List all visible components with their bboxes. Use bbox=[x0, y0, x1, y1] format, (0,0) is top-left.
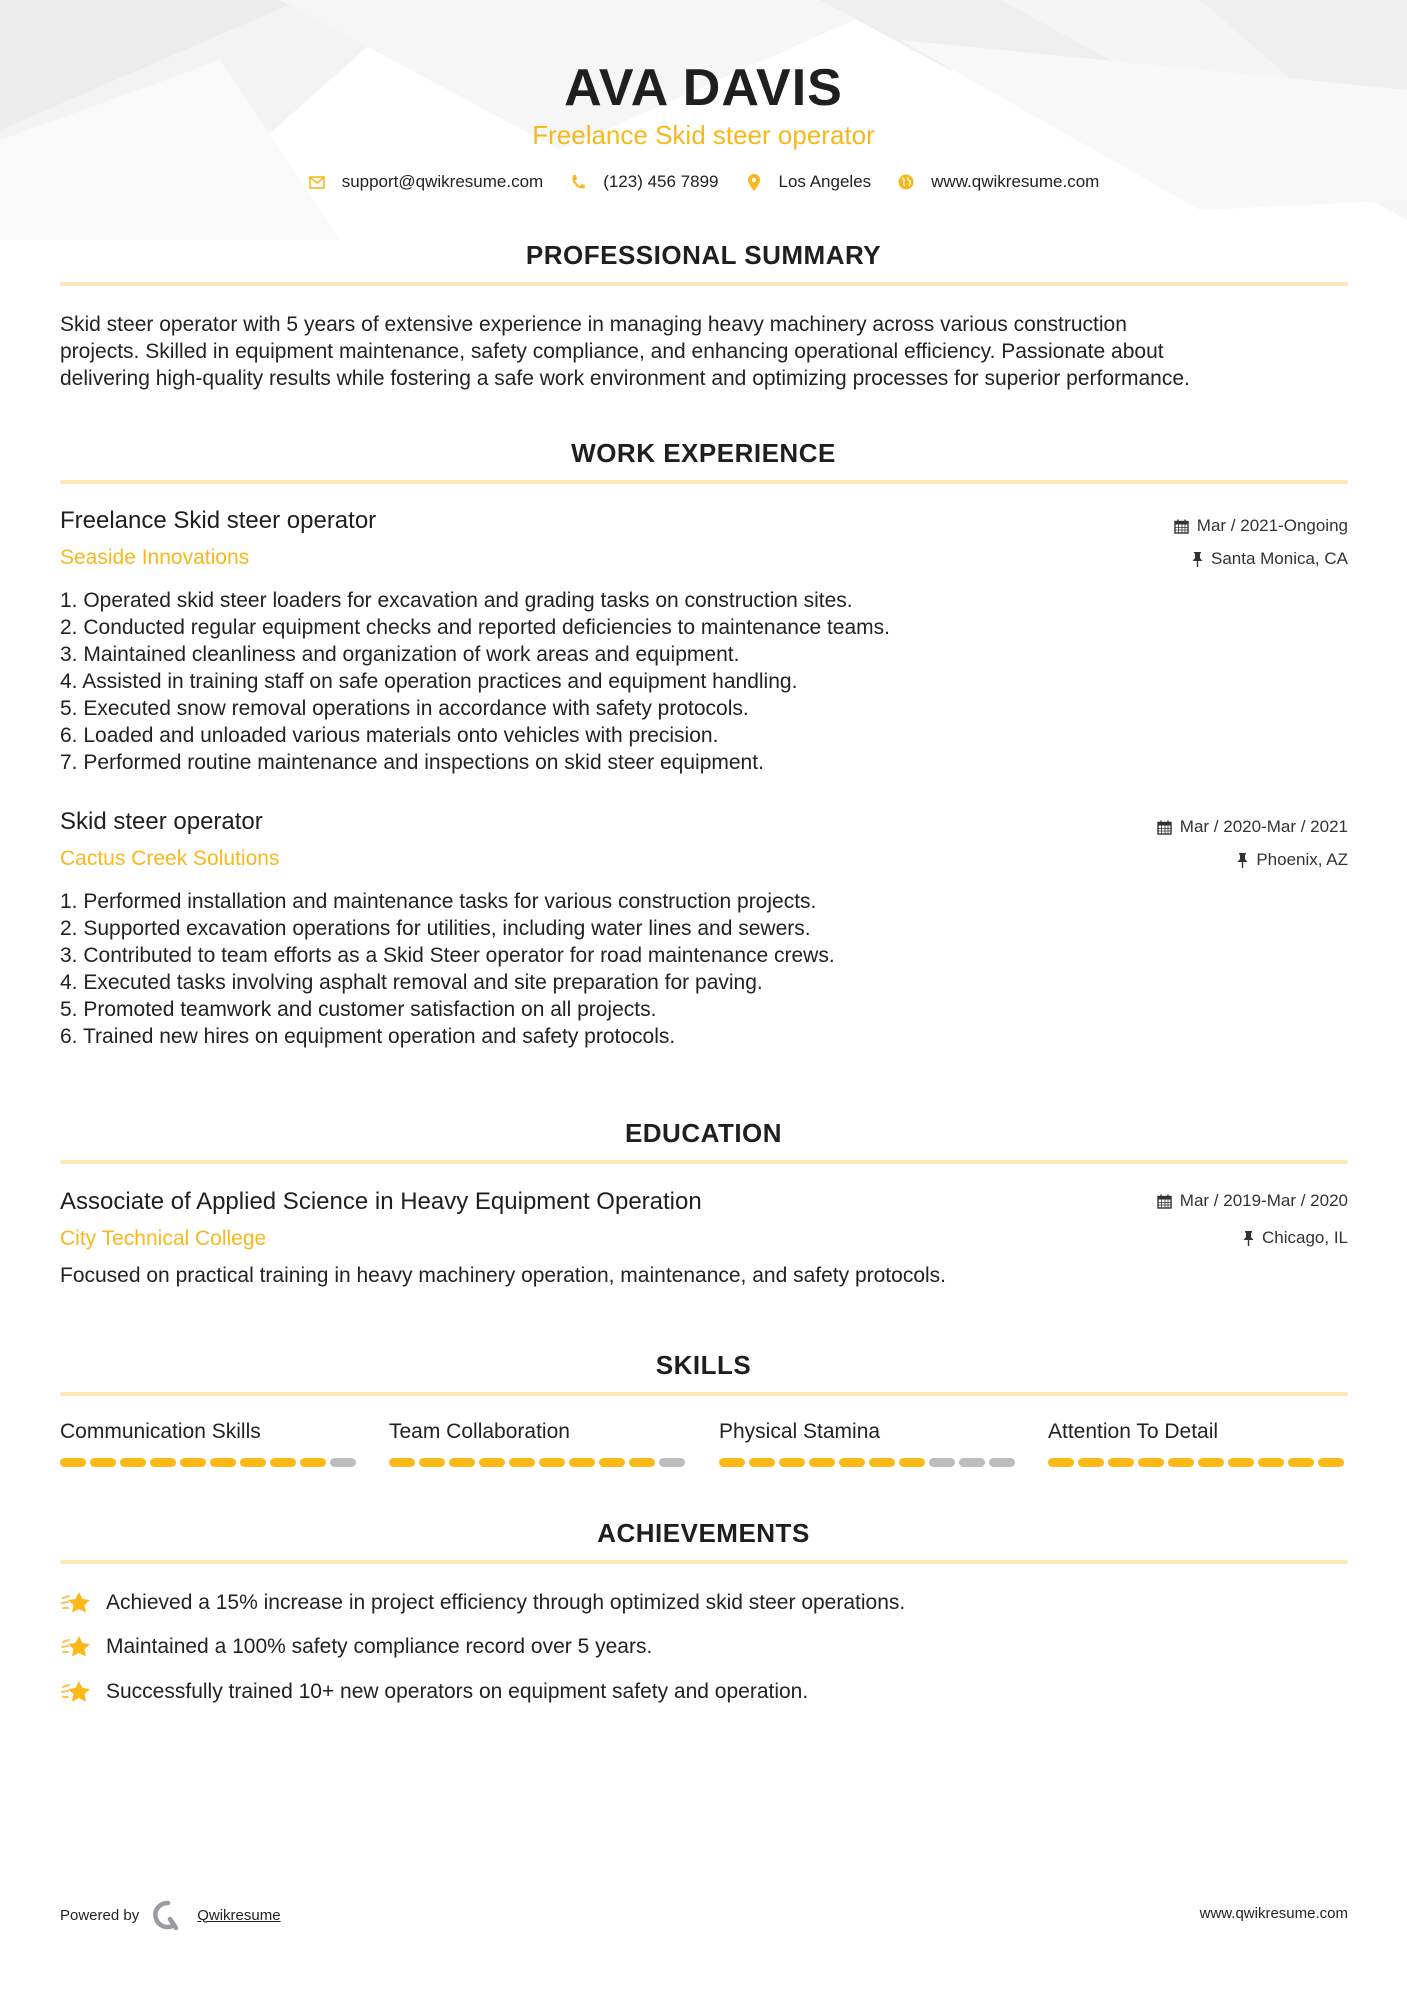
skill-rating-bar bbox=[719, 1458, 1019, 1467]
summary-line: delivering high-quality results while fostering a safe work environment and optimizing processes for superior performance. bbox=[60, 367, 1190, 390]
skill-segment-filled bbox=[1198, 1458, 1224, 1467]
qwikresume-link[interactable]: Qwikresume bbox=[197, 1906, 281, 1924]
skill-item bbox=[389, 1420, 689, 1467]
education-description: Focused on practical training in heavy machinery operation, maintenance, and safety protocols. bbox=[60, 1264, 946, 1287]
skill-segment-filled bbox=[779, 1458, 805, 1467]
achievement-item bbox=[60, 1589, 905, 1617]
list-item: 1. Performed installation and maintenance tasks for various construction projects. bbox=[60, 890, 817, 913]
list-item: 3. Maintained cleanliness and organization of work areas and equipment. bbox=[60, 643, 740, 666]
job-dates bbox=[1174, 516, 1348, 536]
education-dates bbox=[1157, 1191, 1348, 1211]
skill-segment-filled bbox=[180, 1458, 206, 1467]
skill-segment-filled bbox=[629, 1458, 655, 1467]
job-dates-text: Mar / 2020-Mar / 2021 bbox=[1179, 817, 1348, 836]
skill-segment-filled bbox=[1138, 1458, 1164, 1467]
education-location-text: Chicago, IL bbox=[1262, 1228, 1348, 1247]
skill-segment-empty bbox=[659, 1458, 685, 1467]
list-item: 5. Executed snow removal operations in accordance with safety protocols. bbox=[60, 697, 749, 720]
skill-segment-filled bbox=[1048, 1458, 1074, 1467]
shooting-star-icon bbox=[60, 1678, 92, 1706]
skill-name: Team Collaboration bbox=[389, 1420, 570, 1443]
globe-icon bbox=[897, 173, 915, 191]
job-responsibilities bbox=[60, 888, 1260, 1050]
skill-rating-bar bbox=[389, 1458, 689, 1467]
skill-segment-filled bbox=[210, 1458, 236, 1467]
skill-segment-filled bbox=[509, 1458, 535, 1467]
list-item: 5. Promoted teamwork and customer satisfaction on all projects. bbox=[60, 998, 657, 1021]
powered-by-label: Powered by bbox=[60, 1906, 140, 1924]
section-divider bbox=[60, 1160, 1348, 1164]
skill-rating-bar bbox=[60, 1458, 360, 1467]
skill-rating-bar bbox=[1048, 1458, 1348, 1467]
list-item: 7. Performed routine maintenance and inspections on skid steer equipment. bbox=[60, 751, 764, 774]
education-dates-text: Mar / 2019-Mar / 2020 bbox=[1179, 1191, 1348, 1210]
skill-segment-filled bbox=[539, 1458, 565, 1467]
job-title: Freelance Skid steer operator bbox=[60, 507, 377, 534]
footer-powered-by bbox=[60, 1900, 281, 1930]
pushpin-icon bbox=[1243, 1231, 1254, 1246]
contact-phone-text: (123) 456 7899 bbox=[603, 172, 719, 191]
list-item: 1. Operated skid steer loaders for excavation and grading tasks on construction sites. bbox=[60, 589, 853, 612]
section-divider bbox=[60, 282, 1348, 286]
list-item: 3. Contributed to team efforts as a Skid Steer operator for road maintenance crews. bbox=[60, 944, 835, 967]
shooting-star-icon bbox=[60, 1633, 92, 1661]
skill-name: Attention To Detail bbox=[1048, 1420, 1219, 1443]
envelope-icon bbox=[308, 173, 326, 191]
job-location-text: Santa Monica, CA bbox=[1210, 549, 1348, 568]
section-divider bbox=[60, 1392, 1348, 1396]
skill-segment-filled bbox=[1318, 1458, 1344, 1467]
skill-segment-empty bbox=[929, 1458, 955, 1467]
skill-segment-filled bbox=[389, 1458, 415, 1467]
candidate-headline: Freelance Skid steer operator bbox=[532, 120, 875, 150]
job-location bbox=[1237, 850, 1348, 870]
candidate-name: AVA DAVIS bbox=[564, 59, 843, 117]
skill-segment-filled bbox=[150, 1458, 176, 1467]
skill-segment-filled bbox=[300, 1458, 326, 1467]
summary-line: Skid steer operator with 5 years of extensive experience in managing heavy machinery across various construction bbox=[60, 313, 1127, 336]
skill-item bbox=[60, 1420, 360, 1467]
calendar-icon bbox=[1157, 820, 1172, 835]
skill-segment-filled bbox=[599, 1458, 625, 1467]
skill-segment-filled bbox=[270, 1458, 296, 1467]
calendar-icon bbox=[1174, 519, 1189, 534]
skill-segment-filled bbox=[479, 1458, 505, 1467]
contact-phone[interactable] bbox=[569, 172, 718, 192]
skill-segment-filled bbox=[1288, 1458, 1314, 1467]
skill-segment-filled bbox=[1168, 1458, 1194, 1467]
skill-segment-filled bbox=[719, 1458, 745, 1467]
skill-item bbox=[1048, 1420, 1348, 1467]
education-degree: Associate of Applied Science in Heavy Equipment Operation bbox=[60, 1188, 702, 1215]
skill-segment-filled bbox=[839, 1458, 865, 1467]
skill-segment-filled bbox=[869, 1458, 895, 1467]
skill-segment-filled bbox=[120, 1458, 146, 1467]
contact-website-text: www.qwikresume.com bbox=[931, 172, 1100, 191]
list-item: 2. Conducted regular equipment checks and reported deficiencies to maintenance teams. bbox=[60, 616, 890, 639]
footer-website[interactable]: www.qwikresume.com bbox=[1199, 1905, 1348, 1922]
contact-email-text: support@qwikresume.com bbox=[341, 172, 544, 191]
pushpin-icon bbox=[1192, 552, 1203, 567]
summary-line: projects. Skilled in equipment maintenance, safety compliance, and enhancing operational efficiency. Passionate about bbox=[60, 340, 1164, 363]
contact-location bbox=[745, 172, 872, 192]
map-pin-icon bbox=[745, 173, 763, 191]
skill-segment-empty bbox=[989, 1458, 1015, 1467]
job-responsibilities bbox=[60, 587, 1260, 776]
skill-segment-filled bbox=[1078, 1458, 1104, 1467]
section-divider bbox=[60, 480, 1348, 484]
section-title-skills: SKILLS bbox=[655, 1350, 752, 1380]
skill-name: Physical Stamina bbox=[719, 1420, 881, 1443]
job-location bbox=[1192, 549, 1348, 569]
contact-website[interactable] bbox=[897, 172, 1099, 192]
job-title: Skid steer operator bbox=[60, 808, 263, 835]
skill-name: Communication Skills bbox=[60, 1420, 261, 1443]
pushpin-icon bbox=[1237, 853, 1248, 868]
shooting-star-icon bbox=[60, 1589, 92, 1617]
list-item: 6. Trained new hires on equipment operation and safety protocols. bbox=[60, 1025, 676, 1048]
section-divider bbox=[60, 1560, 1348, 1564]
skill-segment-filled bbox=[60, 1458, 86, 1467]
skill-segment-filled bbox=[419, 1458, 445, 1467]
skill-segment-filled bbox=[1258, 1458, 1284, 1467]
skill-segment-filled bbox=[1108, 1458, 1134, 1467]
list-item: 2. Supported excavation operations for utilities, including water lines and sewers. bbox=[60, 917, 811, 940]
job-location-text: Phoenix, AZ bbox=[1256, 850, 1348, 869]
achievement-item bbox=[60, 1633, 652, 1661]
job-company: Cactus Creek Solutions bbox=[60, 847, 280, 870]
skill-segment-filled bbox=[1228, 1458, 1254, 1467]
education-location bbox=[1243, 1228, 1348, 1248]
skill-item bbox=[719, 1420, 1019, 1467]
skill-segment-filled bbox=[809, 1458, 835, 1467]
achievement-text: Maintained a 100% safety compliance record over 5 years. bbox=[106, 1635, 653, 1658]
list-item: 4. Executed tasks involving asphalt removal and site preparation for paving. bbox=[60, 971, 763, 994]
achievement-text: Achieved a 15% increase in project efficiency through optimized skid steer operations. bbox=[106, 1591, 906, 1614]
contact-email[interactable] bbox=[308, 172, 544, 192]
summary-paragraph bbox=[60, 311, 1360, 392]
skill-segment-filled bbox=[240, 1458, 266, 1467]
skill-segment-filled bbox=[749, 1458, 775, 1467]
list-item: 6. Loaded and unloaded various materials onto vehicles with precision. bbox=[60, 724, 719, 747]
section-title-achievements: ACHIEVEMENTS bbox=[597, 1518, 810, 1548]
skill-segment-filled bbox=[449, 1458, 475, 1467]
phone-icon bbox=[569, 173, 587, 191]
job-dates bbox=[1157, 817, 1348, 837]
calendar-icon bbox=[1157, 1194, 1172, 1209]
skill-segment-empty bbox=[959, 1458, 985, 1467]
achievement-item bbox=[60, 1678, 808, 1706]
qwikresume-logo-icon bbox=[153, 1900, 183, 1930]
job-company: Seaside Innovations bbox=[60, 546, 250, 569]
achievement-text: Successfully trained 10+ new operators on equipment safety and operation. bbox=[106, 1680, 809, 1703]
skill-segment-filled bbox=[569, 1458, 595, 1467]
education-school: City Technical College bbox=[60, 1227, 267, 1250]
job-dates-text: Mar / 2021-Ongoing bbox=[1196, 516, 1348, 535]
list-item: 4. Assisted in training staff on safe operation practices and equipment handling. bbox=[60, 670, 798, 693]
skill-segment-empty bbox=[330, 1458, 356, 1467]
section-title-summary: PROFESSIONAL SUMMARY bbox=[525, 240, 882, 270]
skill-segment-filled bbox=[90, 1458, 116, 1467]
contact-location-text: Los Angeles bbox=[778, 172, 872, 191]
contact-row bbox=[0, 172, 1407, 192]
section-title-education: EDUCATION bbox=[624, 1118, 783, 1148]
section-title-experience: WORK EXPERIENCE bbox=[571, 438, 836, 468]
skill-segment-filled bbox=[899, 1458, 925, 1467]
